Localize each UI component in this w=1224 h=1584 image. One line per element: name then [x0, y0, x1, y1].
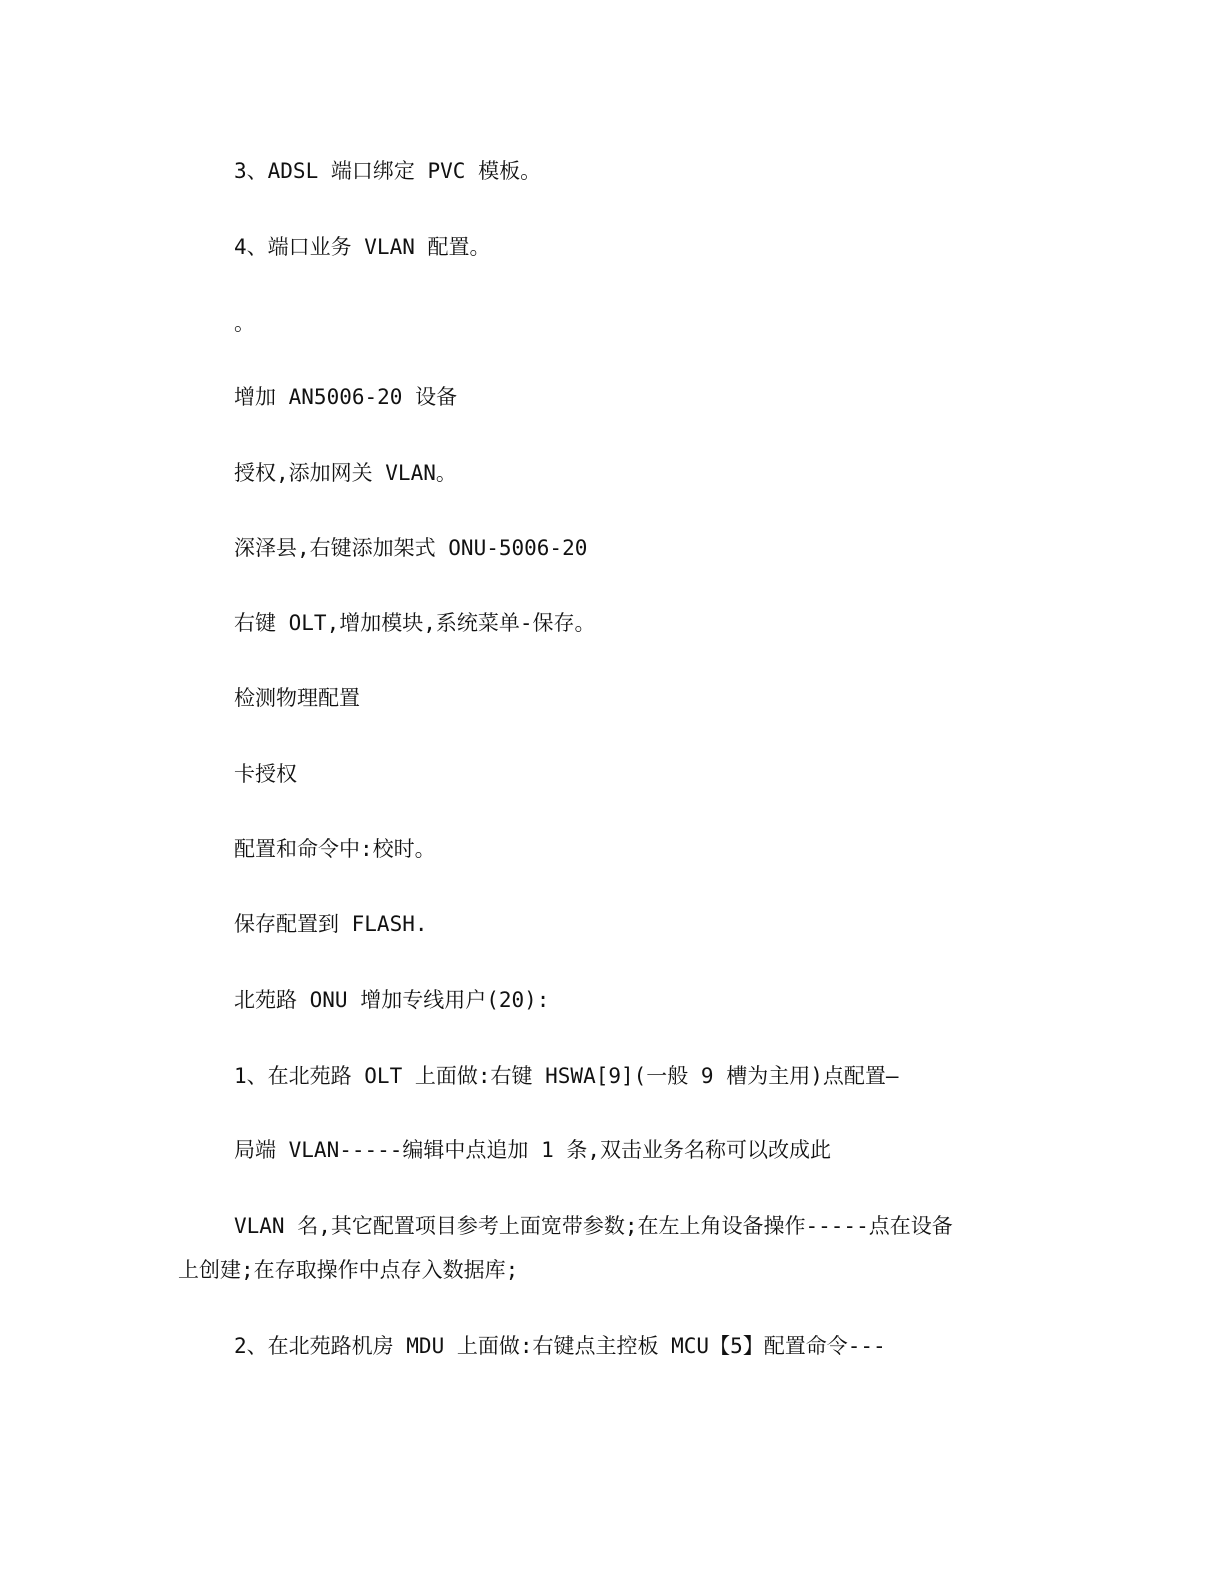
- text-line: 右键 OLT,增加模块,系统菜单-保存。: [234, 611, 596, 635]
- text-line: 。: [234, 311, 255, 335]
- text-line: 卡授权: [234, 762, 297, 786]
- text-line: 上创建;在存取操作中点存入数据库;: [178, 1258, 519, 1282]
- text-line: 局端 VLAN-----编辑中点追加 1 条,双击业务名称可以改成此: [234, 1138, 832, 1162]
- text-line: 保存配置到 FLASH.: [234, 912, 428, 936]
- text-line: 1、在北苑路 OLT 上面做:右键 HSWA[9](一般 9 槽为主用)点配置—: [234, 1064, 899, 1088]
- text-line: 检测物理配置: [234, 686, 360, 710]
- text-line: 2、在北苑路机房 MDU 上面做:右键点主控板 MCU【5】配置命令---: [234, 1334, 886, 1358]
- text-line: 4、端口业务 VLAN 配置。: [234, 235, 491, 259]
- text-line: 增加 AN5006-20 设备: [234, 385, 458, 409]
- text-line: 授权,添加网关 VLAN。: [234, 461, 457, 485]
- text-line: 深泽县,右键添加架式 ONU-5006-20: [234, 536, 588, 560]
- text-line: VLAN 名,其它配置项目参考上面宽带参数;在左上角设备操作-----点在设备: [234, 1214, 953, 1238]
- text-line: 配置和命令中:校时。: [234, 837, 436, 861]
- text-line: 3、ADSL 端口绑定 PVC 模板。: [234, 159, 542, 183]
- text-line: 北苑路 ONU 增加专线用户(20):: [234, 988, 550, 1012]
